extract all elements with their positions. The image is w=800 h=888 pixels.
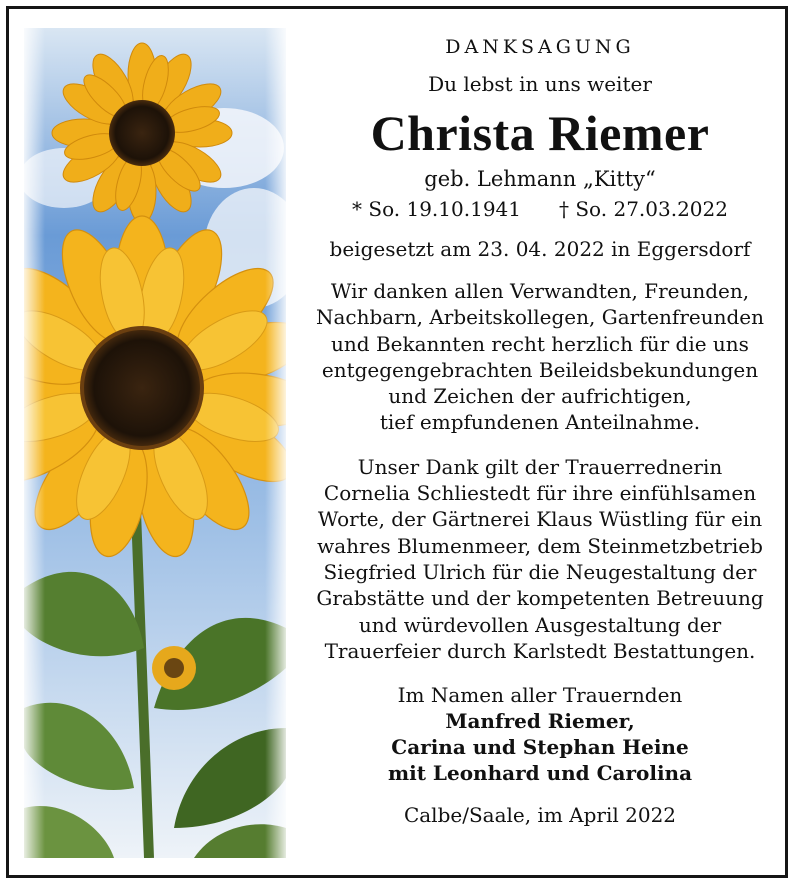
- notice-heading: DANKSAGUNG: [445, 36, 635, 58]
- text-line: entgegengebrachten Beileidsbekundungen: [321, 357, 759, 382]
- mourner-name: mit Leonhard und Carolina: [387, 761, 693, 786]
- mourner-name: Carina und Stephan Heine: [391, 735, 689, 760]
- mourner-name: Manfred Riemer,: [445, 709, 635, 734]
- thanks-paragraph-2: [300, 454, 780, 664]
- deceased-name: Christa Riemer: [370, 105, 710, 161]
- notice-text: [300, 30, 780, 828]
- text-line: wahres Blumenmeer, dem Steinmetzbetrieb: [317, 533, 763, 558]
- burial-info: beigesetzt am 23. 04. 2022 in Eggersdorf: [329, 237, 751, 261]
- text-line: Wir danken allen Verwandten, Freunden,: [330, 279, 750, 303]
- text-line: Trauerfeier durch Karlstedt Bestattungen.: [324, 638, 756, 663]
- text-line: und Bekannten recht herzlich für die uns: [331, 331, 749, 356]
- text-line: Unser Dank gilt der Trauerrednerin: [357, 454, 723, 479]
- sunflower-illustration: [24, 28, 286, 858]
- sunflower-photo: [24, 28, 286, 858]
- on-behalf-line: Im Namen aller Trauernden: [397, 683, 683, 708]
- text-line: Worte, der Gärtnerei Klaus Wüstling für ein: [317, 507, 763, 532]
- text-line: tief empfundenen Anteilnahme.: [379, 410, 701, 435]
- text-line: Siegfried Ulrich für die Neugestaltung der: [323, 559, 757, 584]
- text-line: Cornelia Schliestedt für ihre einfühlsamen: [323, 481, 757, 506]
- text-line: und Zeichen der aufrichtigen,: [388, 384, 692, 409]
- birth-name: geb. Lehmann „Kitty“: [424, 167, 656, 191]
- text-line: Nachbarn, Arbeitskollegen, Gartenfreunden: [315, 305, 765, 330]
- place-date: Calbe/Saale, im April 2022: [403, 803, 677, 828]
- signature-block: [300, 682, 780, 786]
- text-line: und würdevollen Ausgestaltung der: [358, 612, 722, 637]
- death-date: † So. 27.03.2022: [559, 197, 728, 221]
- thanks-paragraph-1: [300, 278, 780, 436]
- notice-subtitle: Du lebst in uns weiter: [428, 72, 652, 96]
- birth-date: * So. 19.10.1941: [352, 197, 521, 221]
- life-dates: [300, 196, 780, 222]
- text-line: Grabstätte und der kompetenten Betreuung: [316, 586, 764, 611]
